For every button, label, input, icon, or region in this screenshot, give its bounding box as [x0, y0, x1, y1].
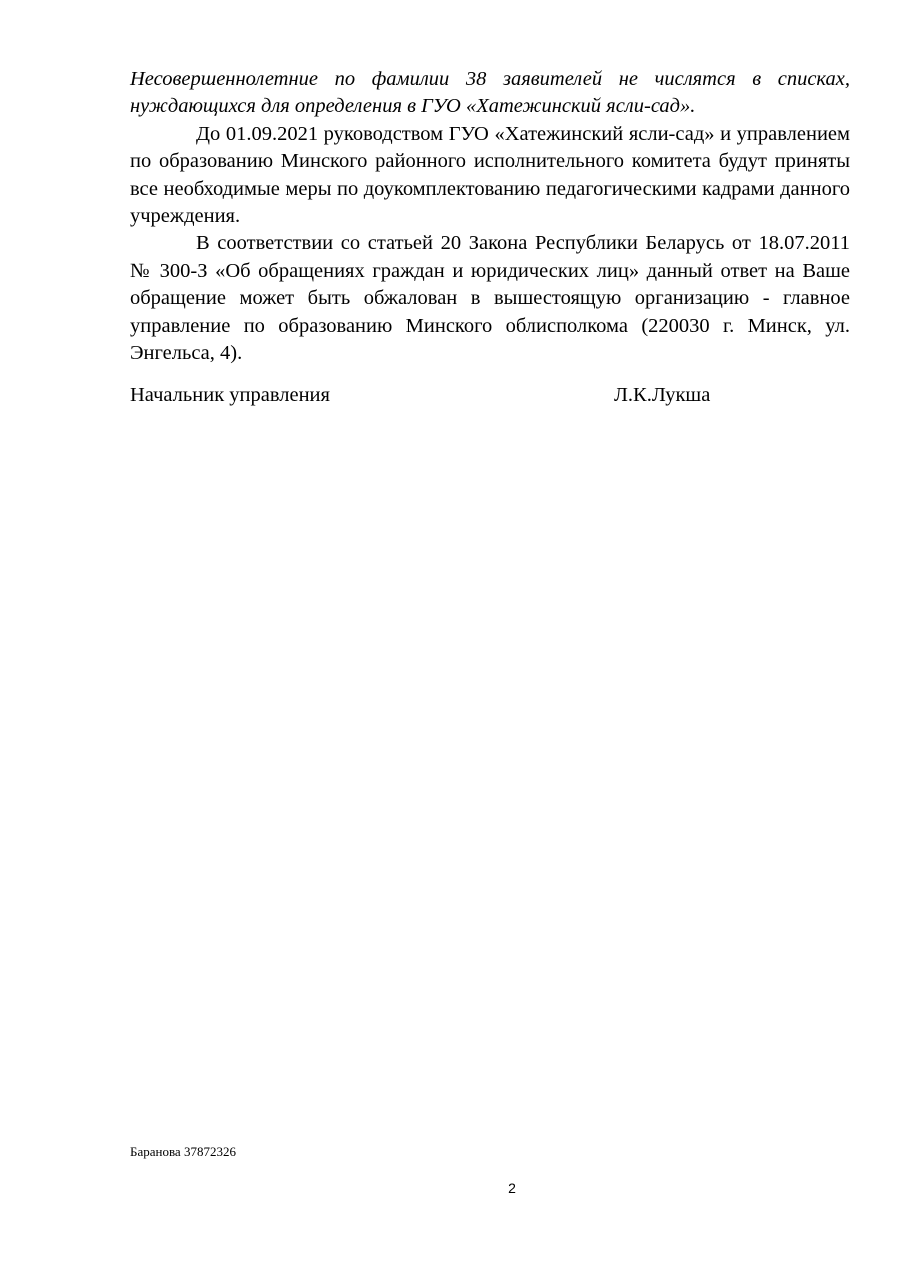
appeal-paragraph: В соответствии со статьей 20 Закона Республики Беларусь от 18.07.2011 № 300-З «Об обращениях граждан и юридических лиц» данный ответ на Ваше обращение может быть обжалован в вышестоящую организацию - главное управление по образованию Минского облисполкома (220030 г. Минск, ул. Энгельса, 4).	[130, 232, 850, 365]
executor-note: Баранова 37872326	[130, 1144, 236, 1159]
document-body	[130, 66, 850, 367]
signatory-name: Л.К.Лукша	[614, 384, 711, 406]
signatory-title: Начальник управления	[130, 384, 330, 406]
page-number: 2	[508, 1180, 516, 1196]
intro-paragraph: Несовершеннолетние по фамилии 38 заявителей не числятся в списках, нуждающихся для определения в ГУО «Хатежинский ясли-сад».	[130, 68, 850, 118]
measures-paragraph: До 01.09.2021 руководством ГУО «Хатежинский ясли-сад» и управлением по образованию Минского районного исполнительного комитета будут приняты все необходимые меры по доукомплектованию педагогическими кадрами данного учреждения.	[130, 122, 850, 228]
